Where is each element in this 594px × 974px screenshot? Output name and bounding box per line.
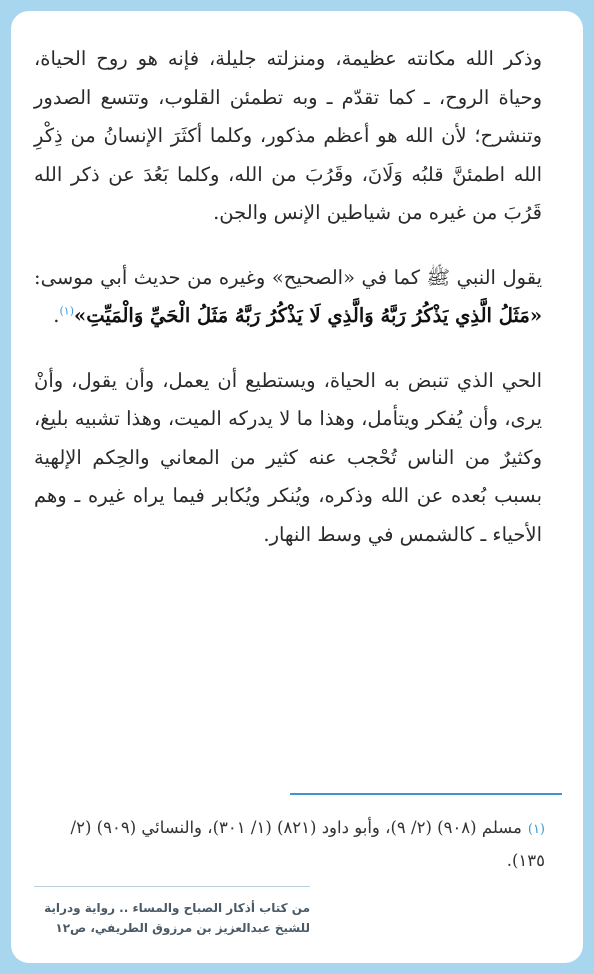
main-text <box>34 40 542 554</box>
source-author: للشيخ عبدالعزيز بن مرزوق الطريفي، ص١٢ <box>55 921 310 935</box>
footnote <box>40 812 545 876</box>
paragraph-living-analogy: الحي الذي تنبض به الحياة، ويستطيع أن يعمل، وأن يقول، وأنْ يرى، وأن يُفكر ويتأمل، وهذا ما لا يدركه الميت، وهذا تشبيه بليغ، وكثيرٌ من الناس تُحْجب عنه كثير من المعاني والحِكم الإلهية بسبب بُعده عن الله وذكره، ويُنكر ويُكابر فيما يراه غيره ـ وهم الأحياء ـ كالشمس في وسط النهار. <box>34 368 542 546</box>
footnote-text: مسلم (٩٠٨) (٢/ ٩)، وأبو داود (٨٢١) (١/ ٣٠١)، والنسائي (٩٠٩) (٢/ ١٣٥). <box>70 818 545 870</box>
source-credit <box>34 898 310 938</box>
footnote-divider <box>290 793 562 795</box>
hadith-intro: يقول النبي ﷺ كما في «الصحيح» وغيره من حديث أبي موسى: <box>34 265 542 289</box>
hadith-quote: «مَثَلُ الَّذِي يَذْكُرُ رَبَّهُ وَالَّذِي لَا يَذْكُرُ رَبَّهُ مَثَلُ الْحَيِّ وَالْمَيِّتِ» <box>74 304 542 327</box>
source-book-title: من كتاب أذكار الصباح والمساء .. رواية ودراية <box>44 901 310 915</box>
footnote-ref[interactable]: (١) <box>59 304 74 318</box>
paragraph-dhikr-importance: وذكر الله مكانته عظيمة، ومنزلته جليلة، فإنه هو روح الحياة، وحياة الروح، ـ كما تقدّم ـ وبه تطمئن القلوب، وتتسع الصدور وتنشرح؛ لأن الله هو أعظم مذكور، وكلما أكثَرَ الإنسانُ من ذِكْرِ الله اطمئنَّ قلبُه وَلَانَ، وقَرُبَ من الله، وكلما بَعُدَ عن ذكر الله قَرُبَ من غيره من شياطين الإنس والجن. <box>34 47 542 224</box>
source-divider <box>34 886 310 887</box>
paragraph-hadith <box>34 259 542 336</box>
footnote-number: (١) <box>527 822 545 837</box>
hadith-end: . <box>53 304 60 327</box>
